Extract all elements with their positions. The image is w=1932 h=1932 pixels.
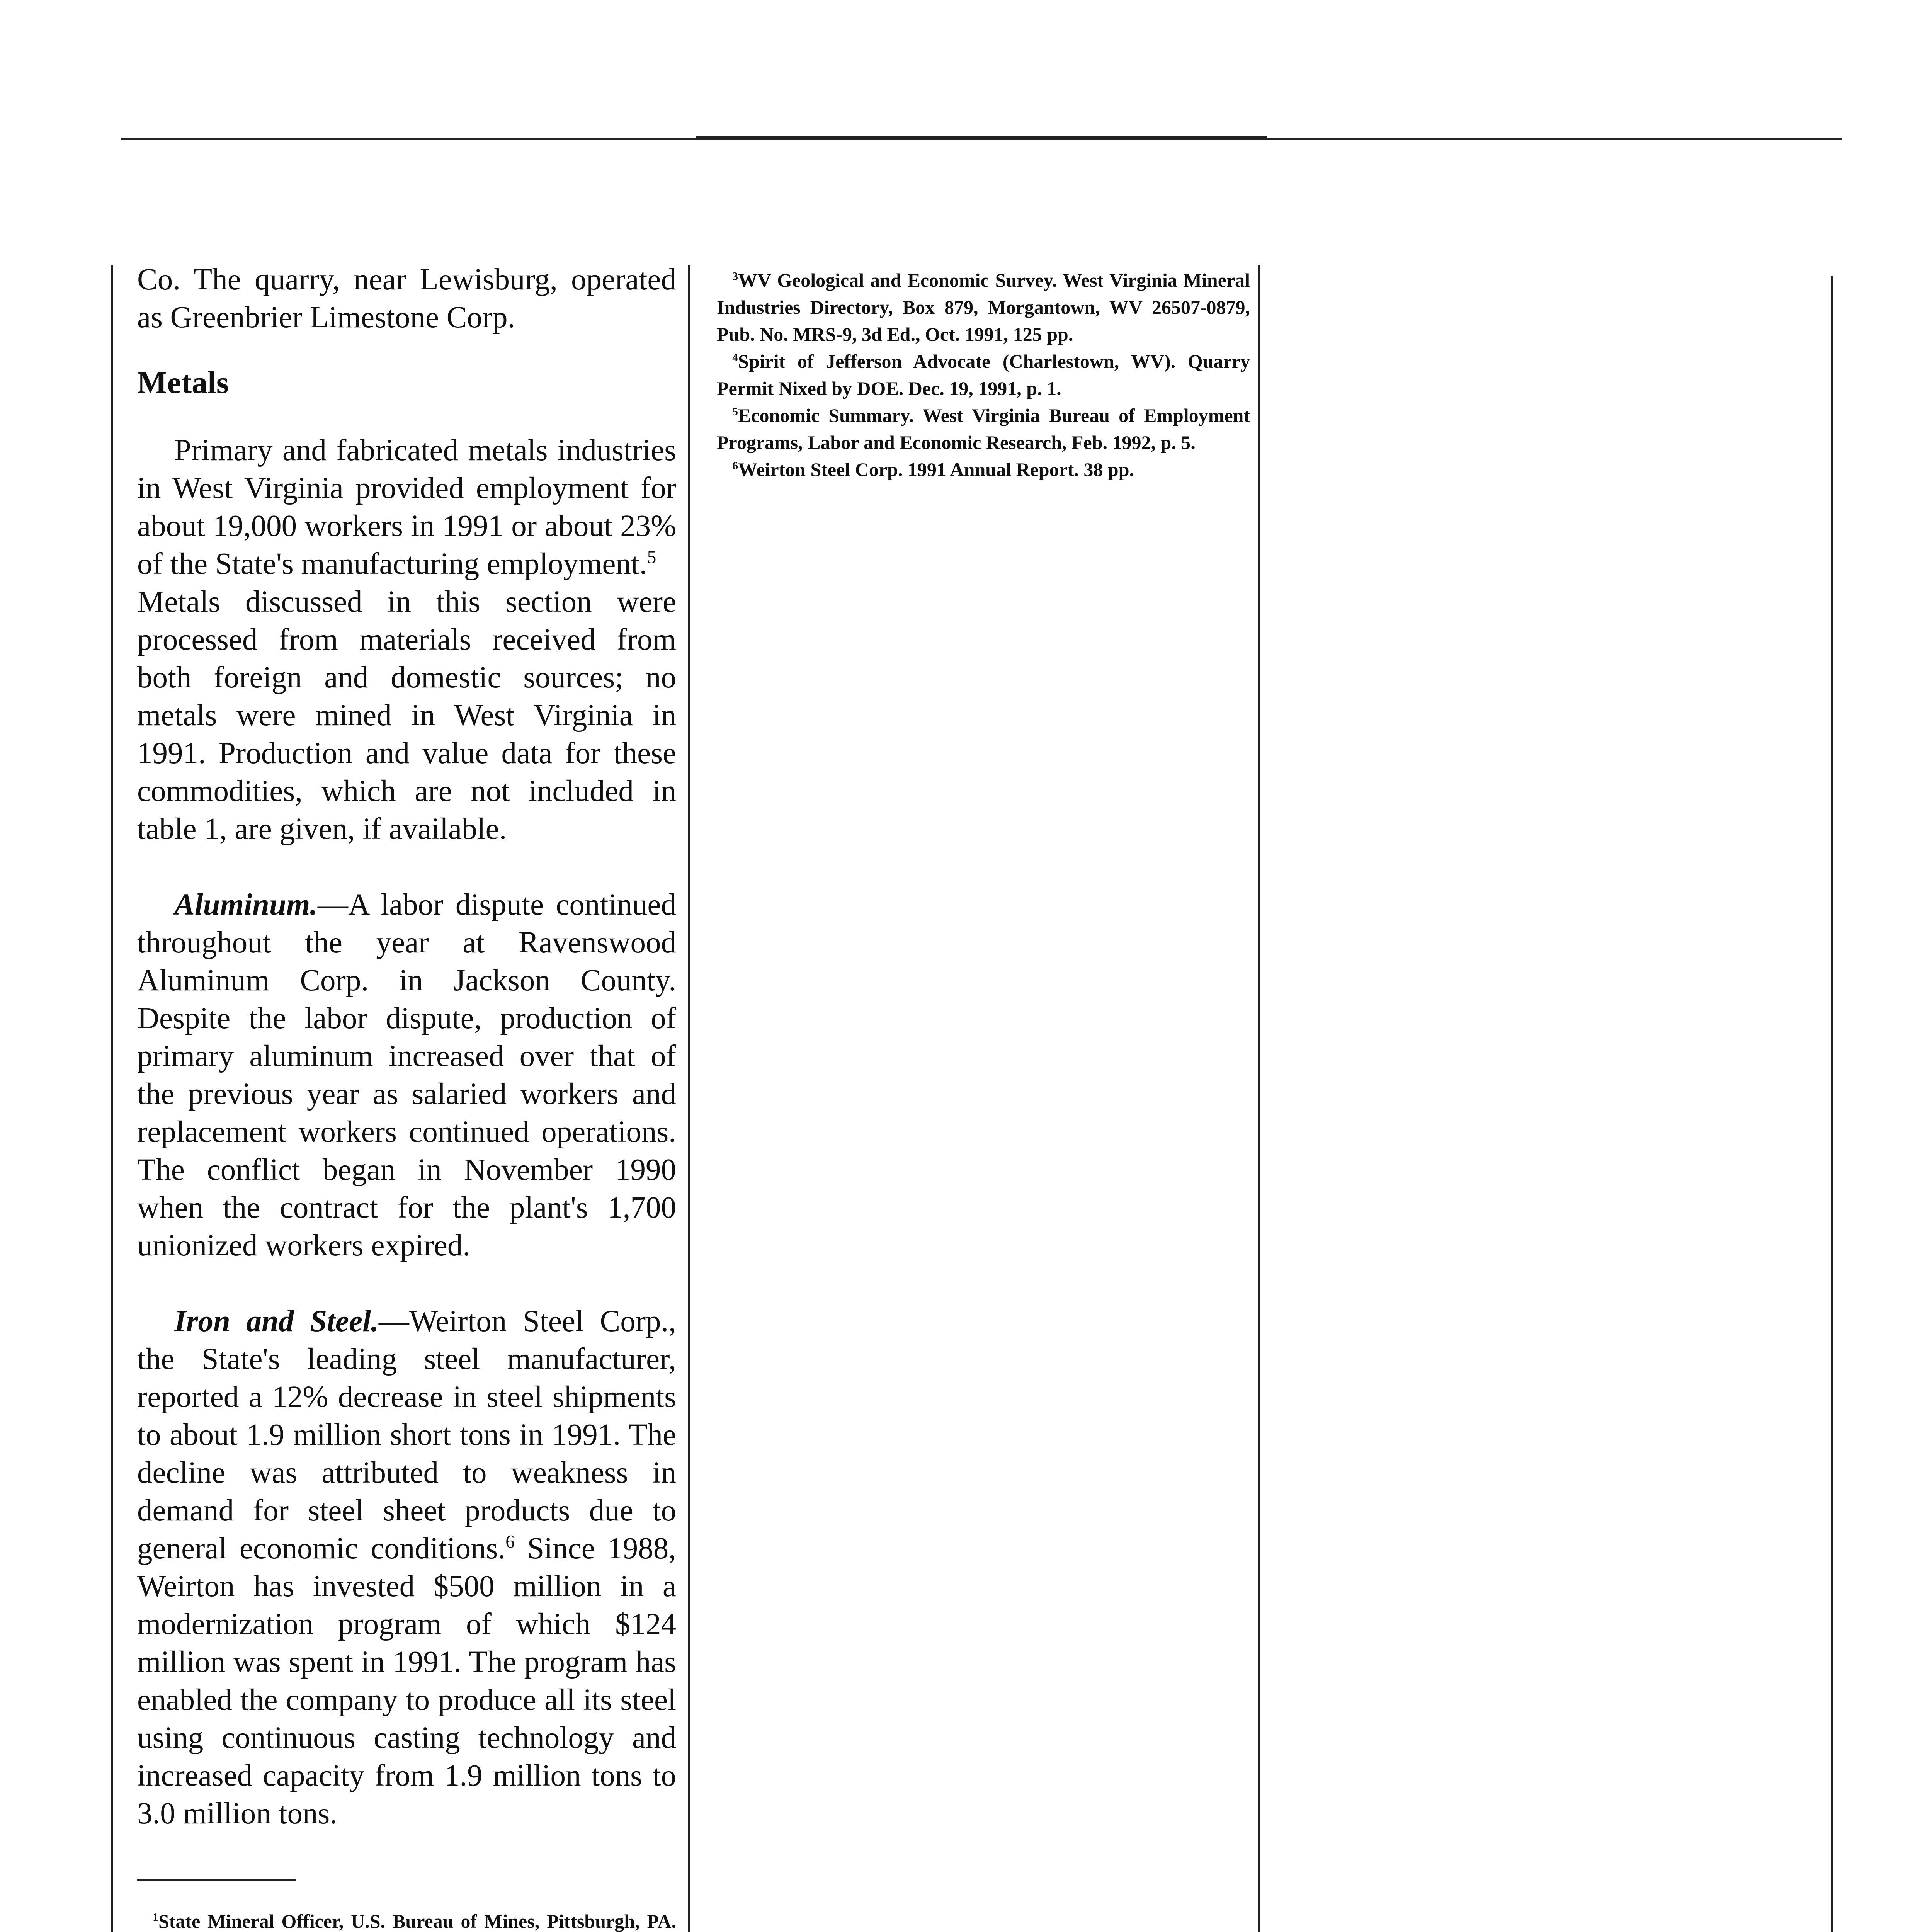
- column-divider-2: [1258, 265, 1260, 1932]
- footnote-separator: [137, 1879, 296, 1881]
- footnote-6-text: Weirton Steel Corp. 1991 Annual Report. 38 pp.: [738, 459, 1134, 480]
- footnote-5-text: Economic Summary. West Virginia Bureau of Employment Programs, Labor and Economic Research, Feb. 1992, p. 5.: [717, 405, 1250, 453]
- footnote-5-number: 5: [732, 405, 738, 418]
- footnote-1: [137, 1908, 676, 1932]
- middle-column: [717, 267, 1250, 483]
- column-divider-left: [111, 265, 113, 1932]
- metals-paragraph-1: [137, 432, 676, 583]
- continuation-paragraph: Co. The quarry, near Lewisburg, operated as Greenbrier Limestone Corp.: [137, 263, 676, 334]
- metals-paragraph-2: Metals discussed in this section were processed from materials received from both foreign and domestic sources; no metals were mined in West Virginia in 1991. Production and value data for these commodities, which are not included in table 1, are given, if available.: [137, 585, 676, 846]
- footnote-1-text: State Mineral Officer, U.S. Bureau of Mines, Pittsburgh, PA.: [158, 1910, 676, 1932]
- footnote-ref-5: 5: [647, 547, 656, 568]
- aluminum-text: —A labor dispute continued throughout the year at Ravenswood Aluminum Corp. in Jackson County. Despite the labor dispute, production of primary aluminum increased over that of the previous year as salaried workers and replacement workers continued operations. The conflict began in November 1990 when the contract for the plant's 1,700 unionized workers expired.: [137, 888, 676, 1262]
- footnote-6-number: 6: [732, 459, 738, 472]
- footnote-4-text: Spirit of Jefferson Advocate (Charlestown, WV). Quarry Permit Nixed by DOE. Dec. 19, 1991, p. 1.: [717, 350, 1250, 399]
- footnote-3-number: 3: [732, 270, 738, 283]
- iron-steel-paragraph: [137, 1303, 676, 1833]
- footnote-3-text: WV Geological and Economic Survey. West Virginia Mineral Industries Directory, Box 879, Morgantown, WV 26507-0879, Pub. No. MRS-9, 3d Ed., Oct. 1991, 125 pp.: [717, 269, 1250, 345]
- column-divider-1: [688, 265, 690, 1932]
- column-divider-right: [1831, 276, 1833, 1932]
- footnote-4-number: 4: [732, 351, 738, 364]
- iron-steel-run-in-title: Iron and Steel.: [174, 1304, 379, 1338]
- aluminum-run-in-title: Aluminum.: [174, 888, 318, 922]
- footnote-5: [717, 402, 1250, 456]
- aluminum-paragraph: [137, 886, 676, 1265]
- metals-paragraph-1-text: Primary and fabricated metals industries in West Virginia provided employment for about 19,000 workers in 1991 or about 23% of the State's manufacturing employment.: [137, 434, 676, 581]
- iron-steel-text-b: Since 1988, Weirton has invested $500 million in a modernization program of which $124 million was spent in 1991. The program has enabled the company to produce all its steel using continuous casting technology and increased capacity from 1.9 million tons to 3.0 million tons.: [137, 1532, 676, 1830]
- left-column: [137, 261, 676, 1932]
- footnote-ref-6: 6: [505, 1532, 515, 1552]
- footnote-4: [717, 348, 1250, 402]
- section-heading-metals: Metals: [137, 365, 229, 400]
- footnote-1-number: 1: [153, 1911, 158, 1924]
- iron-steel-text-a: —Weirton Steel Corp., the State's leading steel manufacturer, reported a 12% decrease in steel shipments to about 1.9 million short tons in 1991. The decline was attributed to weakness in demand for steel sheet products due to general economic conditions.: [137, 1304, 677, 1565]
- footnote-6: [717, 456, 1250, 483]
- footnote-3: [717, 267, 1250, 348]
- header-rule-bold: [696, 136, 1267, 140]
